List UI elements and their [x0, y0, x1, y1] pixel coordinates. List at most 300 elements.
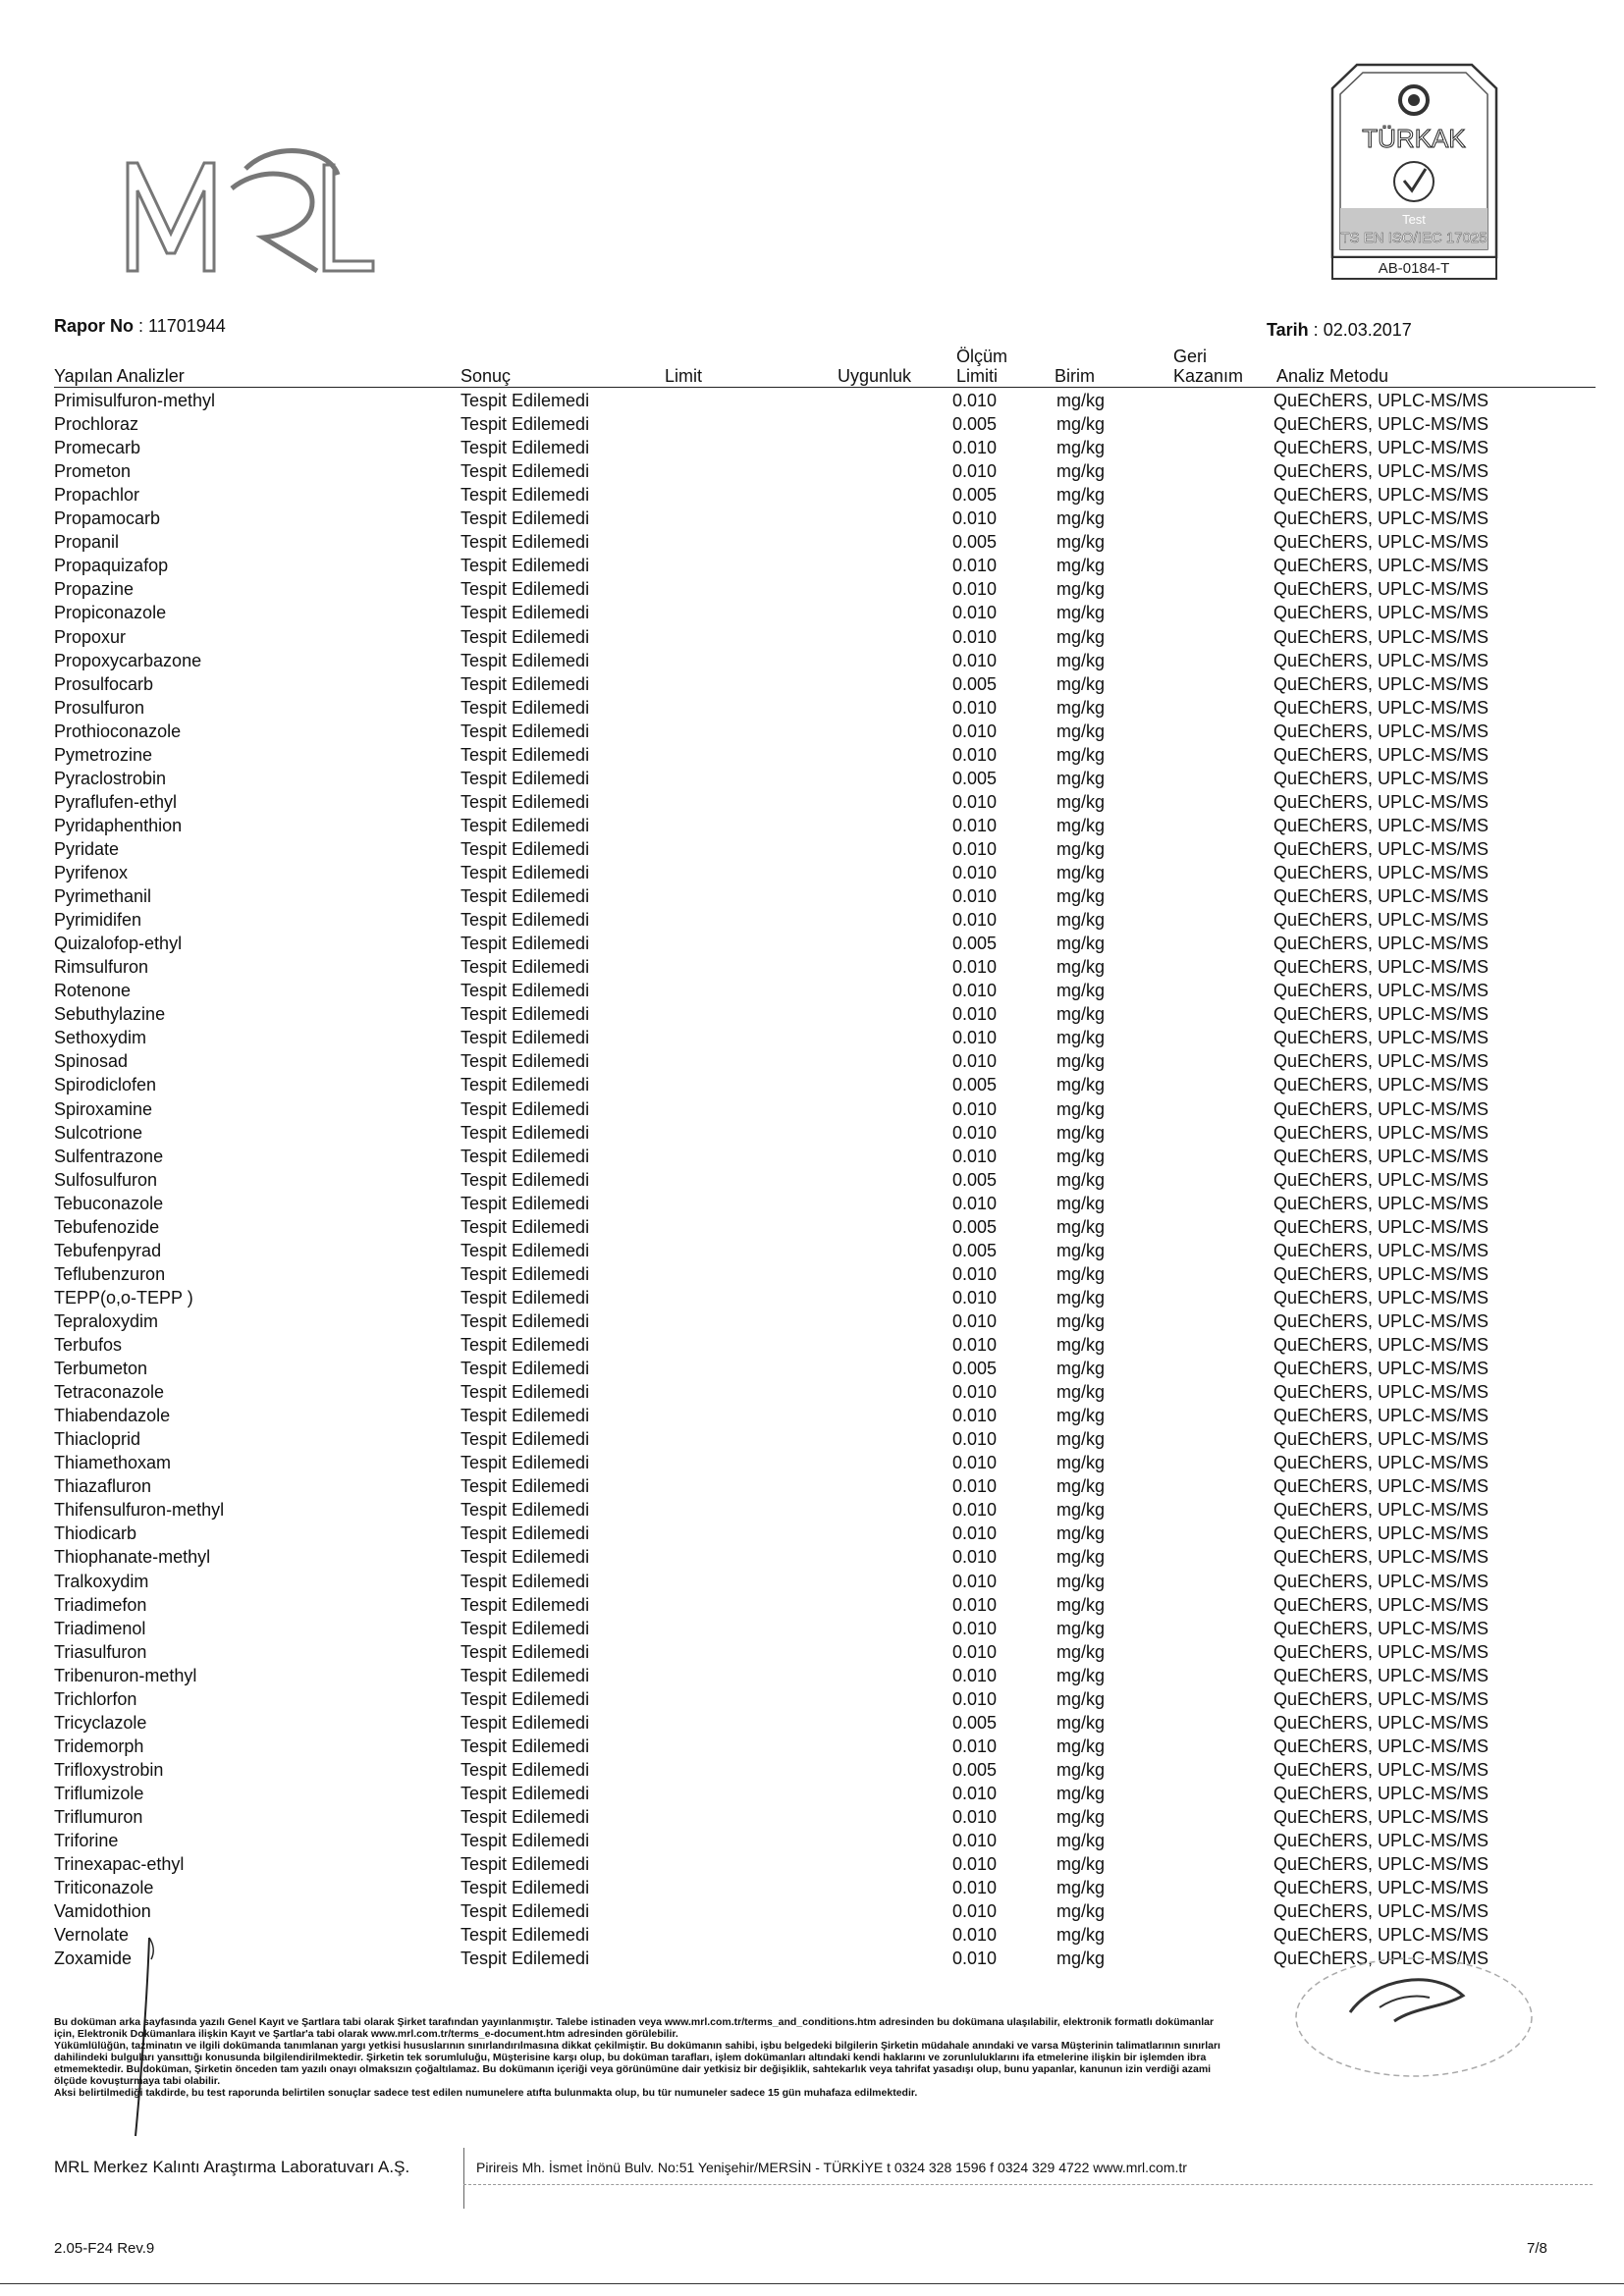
detection-limit: 0.010 [952, 438, 998, 458]
result-value: Tespit Edilemedi [460, 1618, 590, 1638]
detection-limit: 0.010 [952, 910, 998, 931]
unit: mg/kg [1056, 863, 1106, 882]
method: QuEChERS, UPLC-MS/MS [1273, 697, 1489, 718]
table-row [0, 1073, 1624, 1096]
detection-limit: 0.010 [952, 1807, 998, 1827]
analyte-name: Quizalofop-ethyl [54, 934, 183, 954]
analyte-name: Primisulfuron-methyl [54, 391, 216, 410]
detection-limit: 0.010 [952, 1641, 998, 1662]
table-row [0, 1758, 1624, 1782]
method: QuEChERS, UPLC-MS/MS [1273, 1098, 1489, 1119]
table-row [0, 861, 1624, 884]
header-rule [54, 387, 1596, 388]
result-value: Tespit Edilemedi [460, 1688, 590, 1709]
result-value: Tespit Edilemedi [460, 1453, 590, 1473]
detection-limit: 0.010 [952, 721, 998, 741]
footer-company: MRL Merkez Kalıntı Araştırma Laboratuvarı A.Ş. [54, 2158, 410, 2176]
table-row [0, 507, 1624, 530]
footer-separator [463, 2148, 464, 2209]
result-value: Tespit Edilemedi [460, 863, 590, 882]
detection-limit: 0.010 [952, 1098, 998, 1119]
disclaimer-line: dahilindeki bulguları yansıttığı konusunda bilgilendirilmektedir. Şirketin tek sorumluluğu, Müşterisine karşı olup, bu doküman tarafları, işlem dokümanları altındaki kendi haklarını ve zorunluluklarını ifa etmelerine ilişkin bir işlemden ibra [54, 2052, 1207, 2063]
table-row [0, 1121, 1624, 1145]
analyte-name: Tepraloxydim [54, 1310, 159, 1331]
table-row [0, 483, 1624, 507]
method: QuEChERS, UPLC-MS/MS [1273, 957, 1489, 978]
unit: mg/kg [1056, 1382, 1106, 1403]
col-header-result: Sonuç [460, 366, 512, 386]
detection-limit: 0.010 [952, 626, 998, 647]
table-row [0, 1333, 1624, 1357]
analyte-name: Sebuthylazine [54, 1004, 166, 1025]
table-row [0, 955, 1624, 979]
unit: mg/kg [1056, 1051, 1106, 1072]
unit: mg/kg [1056, 391, 1106, 410]
detection-limit: 0.005 [952, 1359, 998, 1379]
table-row [0, 1192, 1624, 1215]
result-value: Tespit Edilemedi [460, 1925, 590, 1946]
table-row [0, 1899, 1624, 1923]
method: QuEChERS, UPLC-MS/MS [1273, 768, 1489, 788]
method: QuEChERS, UPLC-MS/MS [1273, 1004, 1489, 1025]
detection-limit: 0.010 [952, 1831, 998, 1851]
analyte-name: Triflumizole [54, 1783, 144, 1803]
method: QuEChERS, UPLC-MS/MS [1273, 1429, 1489, 1450]
report-date: Tarih : 02.03.2017 [1267, 320, 1412, 340]
result-value: Tespit Edilemedi [460, 650, 590, 670]
unit: mg/kg [1056, 1547, 1106, 1568]
unit: mg/kg [1056, 697, 1106, 718]
result-value: Tespit Edilemedi [460, 1783, 590, 1803]
result-value: Tespit Edilemedi [460, 1263, 590, 1284]
table-row [0, 649, 1624, 672]
table-row [0, 1168, 1624, 1192]
analyte-name: Pyridate [54, 838, 120, 859]
analyte-name: Terbufos [54, 1335, 123, 1355]
detection-limit: 0.005 [952, 934, 998, 954]
unit: mg/kg [1056, 1878, 1106, 1898]
table-row [0, 1097, 1624, 1121]
analyte-name: Thiodicarb [54, 1523, 137, 1544]
result-value: Tespit Edilemedi [460, 1004, 590, 1025]
table-row [0, 1309, 1624, 1333]
result-value: Tespit Edilemedi [460, 673, 590, 694]
method: QuEChERS, UPLC-MS/MS [1273, 1359, 1489, 1379]
method: QuEChERS, UPLC-MS/MS [1273, 1949, 1489, 1969]
analyte-name: Trifloxystrobin [54, 1759, 164, 1780]
result-value: Tespit Edilemedi [460, 1287, 590, 1308]
detection-limit: 0.010 [952, 1925, 998, 1946]
result-value: Tespit Edilemedi [460, 1523, 590, 1544]
unit: mg/kg [1056, 1500, 1106, 1521]
result-value: Tespit Edilemedi [460, 1382, 590, 1403]
analyte-name: Triadimenol [54, 1618, 146, 1638]
detection-limit: 0.010 [952, 863, 998, 882]
method: QuEChERS, UPLC-MS/MS [1273, 1854, 1489, 1875]
unit: mg/kg [1056, 1735, 1106, 1756]
table-row [0, 1404, 1624, 1427]
analyte-name: Sulfentrazone [54, 1146, 164, 1166]
unit: mg/kg [1056, 1359, 1106, 1379]
unit: mg/kg [1056, 414, 1106, 435]
analyte-name: Propazine [54, 579, 135, 600]
analyte-name: Thiacloprid [54, 1429, 141, 1450]
result-value: Tespit Edilemedi [460, 981, 590, 1001]
disclaimer-line: için, Elektronik Dokümanlara ilişkin Kayıt ve Şartlar'a tabi olarak www.mrl.com.tr/terms_e-document.htm adresinden görülebilir. [54, 2028, 678, 2040]
analyte-name: Sulcotrione [54, 1122, 143, 1143]
detection-limit: 0.010 [952, 697, 998, 718]
method: QuEChERS, UPLC-MS/MS [1273, 391, 1489, 410]
method: QuEChERS, UPLC-MS/MS [1273, 863, 1489, 882]
analyte-name: Rimsulfuron [54, 957, 149, 978]
result-value: Tespit Edilemedi [460, 957, 590, 978]
result-value: Tespit Edilemedi [460, 438, 590, 458]
unit: mg/kg [1056, 1028, 1106, 1048]
unit: mg/kg [1056, 838, 1106, 859]
unit: mg/kg [1056, 485, 1106, 506]
analyte-name: Tebufenpyrad [54, 1240, 162, 1260]
detection-limit: 0.010 [952, 1547, 998, 1568]
analyte-name: Sethoxydim [54, 1028, 147, 1048]
method: QuEChERS, UPLC-MS/MS [1273, 791, 1489, 812]
analyte-name: Sulfosulfuron [54, 1169, 158, 1190]
table-row [0, 1735, 1624, 1758]
detection-limit: 0.005 [952, 673, 998, 694]
detection-limit: 0.010 [952, 838, 998, 859]
report-number: Rapor No : 11701944 [54, 316, 226, 336]
detection-limit: 0.010 [952, 1310, 998, 1331]
method: QuEChERS, UPLC-MS/MS [1273, 1028, 1489, 1048]
unit: mg/kg [1056, 1122, 1106, 1143]
result-value: Tespit Edilemedi [460, 1854, 590, 1875]
table-row [0, 1711, 1624, 1735]
method: QuEChERS, UPLC-MS/MS [1273, 1878, 1489, 1898]
detection-limit: 0.010 [952, 1523, 998, 1544]
badge-type-text: Test [1402, 212, 1426, 227]
analyte-name: Prometon [54, 461, 132, 482]
analyte-name: Triflumuron [54, 1807, 143, 1827]
result-value: Tespit Edilemedi [460, 1665, 590, 1685]
unit: mg/kg [1056, 1240, 1106, 1260]
result-value: Tespit Edilemedi [460, 1075, 590, 1095]
detection-limit: 0.005 [952, 414, 998, 435]
unit: mg/kg [1056, 1688, 1106, 1709]
unit: mg/kg [1056, 673, 1106, 694]
analyte-name: Spirodiclofen [54, 1075, 157, 1095]
method: QuEChERS, UPLC-MS/MS [1273, 1406, 1489, 1426]
method: QuEChERS, UPLC-MS/MS [1273, 603, 1489, 623]
detection-limit: 0.010 [952, 508, 998, 529]
method: QuEChERS, UPLC-MS/MS [1273, 626, 1489, 647]
analyte-name: Propaquizafop [54, 556, 169, 576]
turkak-accreditation-badge [1327, 61, 1501, 301]
analyte-name: Pyridaphenthion [54, 815, 183, 835]
unit: mg/kg [1056, 1004, 1106, 1025]
table-row [0, 743, 1624, 767]
result-value: Tespit Edilemedi [460, 721, 590, 741]
unit: mg/kg [1056, 744, 1106, 765]
analyte-name: Pyrifenox [54, 863, 129, 882]
table-row [0, 790, 1624, 814]
result-value: Tespit Edilemedi [460, 603, 590, 623]
method: QuEChERS, UPLC-MS/MS [1273, 1146, 1489, 1166]
method: QuEChERS, UPLC-MS/MS [1273, 1075, 1489, 1095]
table-row [0, 412, 1624, 436]
detection-limit: 0.010 [952, 1901, 998, 1922]
method: QuEChERS, UPLC-MS/MS [1273, 1453, 1489, 1473]
analyte-name: Propoxur [54, 626, 127, 647]
method: QuEChERS, UPLC-MS/MS [1273, 1287, 1489, 1308]
result-value: Tespit Edilemedi [460, 1122, 590, 1143]
result-value: Tespit Edilemedi [460, 791, 590, 812]
badge-standard-text: TS EN ISO/IEC 17025 [1340, 230, 1488, 246]
analyte-name: TEPP(o,o-TEPP ) [54, 1287, 193, 1308]
result-value: Tespit Edilemedi [460, 1759, 590, 1780]
method: QuEChERS, UPLC-MS/MS [1273, 934, 1489, 954]
detection-limit: 0.010 [952, 1028, 998, 1048]
table-row [0, 1545, 1624, 1569]
unit: mg/kg [1056, 934, 1106, 954]
unit: mg/kg [1056, 791, 1106, 812]
col-header-lod-line2: Limiti [956, 366, 999, 386]
result-value: Tespit Edilemedi [460, 886, 590, 907]
result-value: Tespit Edilemedi [460, 838, 590, 859]
method: QuEChERS, UPLC-MS/MS [1273, 838, 1489, 859]
table-row [0, 389, 1624, 412]
table-row [0, 814, 1624, 837]
method: QuEChERS, UPLC-MS/MS [1273, 1523, 1489, 1544]
result-value: Tespit Edilemedi [460, 1641, 590, 1662]
col-header-lod-line1: Ölçüm [956, 347, 1008, 366]
table-row [0, 1380, 1624, 1404]
detection-limit: 0.010 [952, 957, 998, 978]
analyte-name: Trinexapac-ethyl [54, 1854, 185, 1875]
badge-code-text: AB-0184-T [1378, 260, 1450, 277]
result-value: Tespit Edilemedi [460, 1500, 590, 1521]
detection-limit: 0.010 [952, 1571, 998, 1591]
unit: mg/kg [1056, 650, 1106, 670]
analyte-name: Spiroxamine [54, 1098, 153, 1119]
analyte-name: Thiabendazole [54, 1406, 171, 1426]
table-row [0, 1829, 1624, 1852]
unit: mg/kg [1056, 1287, 1106, 1308]
col-header-analysis: Yapılan Analizler [54, 366, 185, 386]
analyte-name: Prosulfuron [54, 697, 145, 718]
unit: mg/kg [1056, 721, 1106, 741]
method: QuEChERS, UPLC-MS/MS [1273, 721, 1489, 741]
detection-limit: 0.010 [952, 603, 998, 623]
table-row [0, 1145, 1624, 1168]
table-row [0, 1427, 1624, 1451]
detection-limit: 0.010 [952, 1382, 998, 1403]
detection-limit: 0.010 [952, 1735, 998, 1756]
analyte-name: Prosulfocarb [54, 673, 154, 694]
analyte-name: Vernolate [54, 1925, 130, 1946]
unit: mg/kg [1056, 910, 1106, 931]
detection-limit: 0.010 [952, 650, 998, 670]
result-value: Tespit Edilemedi [460, 1146, 590, 1166]
table-row [0, 1852, 1624, 1876]
unit: mg/kg [1056, 1807, 1106, 1827]
unit: mg/kg [1056, 1925, 1106, 1946]
analyte-name: Rotenone [54, 981, 132, 1001]
result-value: Tespit Edilemedi [460, 1193, 590, 1213]
method: QuEChERS, UPLC-MS/MS [1273, 1571, 1489, 1591]
result-value: Tespit Edilemedi [460, 532, 590, 553]
detection-limit: 0.010 [952, 391, 998, 410]
col-header-recovery-line1: Geri [1173, 347, 1208, 366]
report-date-value: 02.03.2017 [1323, 320, 1412, 340]
table-row [0, 601, 1624, 624]
analyte-name: Vamidothion [54, 1901, 151, 1922]
table-row [0, 932, 1624, 955]
table-row [0, 1923, 1624, 1947]
method: QuEChERS, UPLC-MS/MS [1273, 1688, 1489, 1709]
result-value: Tespit Edilemedi [460, 1735, 590, 1756]
unit: mg/kg [1056, 1075, 1106, 1095]
result-value: Tespit Edilemedi [460, 391, 590, 410]
result-value: Tespit Edilemedi [460, 1051, 590, 1072]
detection-limit: 0.010 [952, 1594, 998, 1615]
unit: mg/kg [1056, 626, 1106, 647]
detection-limit: 0.010 [952, 1783, 998, 1803]
result-value: Tespit Edilemedi [460, 1712, 590, 1733]
result-value: Tespit Edilemedi [460, 1571, 590, 1591]
method: QuEChERS, UPLC-MS/MS [1273, 1641, 1489, 1662]
unit: mg/kg [1056, 1949, 1106, 1969]
result-value: Tespit Edilemedi [460, 485, 590, 506]
analyte-name: Pymetrozine [54, 744, 153, 765]
detection-limit: 0.010 [952, 1688, 998, 1709]
analyte-name: Triforine [54, 1831, 119, 1851]
result-value: Tespit Edilemedi [460, 1098, 590, 1119]
method: QuEChERS, UPLC-MS/MS [1273, 1382, 1489, 1403]
method: QuEChERS, UPLC-MS/MS [1273, 1335, 1489, 1355]
unit: mg/kg [1056, 957, 1106, 978]
method: QuEChERS, UPLC-MS/MS [1273, 1169, 1489, 1190]
analyte-name: Triadimefon [54, 1594, 147, 1615]
method: QuEChERS, UPLC-MS/MS [1273, 1925, 1489, 1946]
unit: mg/kg [1056, 1406, 1106, 1426]
unit: mg/kg [1056, 1641, 1106, 1662]
badge-brand-text: TÜRKAK [1362, 124, 1466, 153]
detection-limit: 0.010 [952, 1665, 998, 1685]
result-value: Tespit Edilemedi [460, 910, 590, 931]
table-row [0, 1451, 1624, 1474]
method: QuEChERS, UPLC-MS/MS [1273, 414, 1489, 435]
detection-limit: 0.010 [952, 1878, 998, 1898]
table-row [0, 1049, 1624, 1073]
detection-limit: 0.010 [952, 981, 998, 1001]
detection-limit: 0.010 [952, 579, 998, 600]
result-value: Tespit Edilemedi [460, 579, 590, 600]
disclaimer-line: ölçüde kovuşturmaya tabi olabilir. [54, 2075, 221, 2087]
detection-limit: 0.010 [952, 1854, 998, 1875]
unit: mg/kg [1056, 1901, 1106, 1922]
analyte-name: Zoxamide [54, 1949, 133, 1969]
unit: mg/kg [1056, 1594, 1106, 1615]
table-row [0, 530, 1624, 554]
unit: mg/kg [1056, 1476, 1106, 1497]
method: QuEChERS, UPLC-MS/MS [1273, 1240, 1489, 1260]
col-header-limit: Limit [665, 366, 703, 386]
unit: mg/kg [1056, 1571, 1106, 1591]
mrl-logo [116, 106, 381, 283]
method: QuEChERS, UPLC-MS/MS [1273, 1263, 1489, 1284]
analyte-name: Pyrimidifen [54, 910, 142, 931]
col-header-unit: Birim [1055, 366, 1095, 386]
analyte-name: Pyraclostrobin [54, 768, 167, 788]
method: QuEChERS, UPLC-MS/MS [1273, 1807, 1489, 1827]
table-row [0, 1474, 1624, 1498]
result-value: Tespit Edilemedi [460, 626, 590, 647]
analyte-name: Triticonazole [54, 1878, 154, 1898]
table-row [0, 1262, 1624, 1286]
result-value: Tespit Edilemedi [460, 1429, 590, 1450]
unit: mg/kg [1056, 461, 1106, 482]
analyte-name: Prothioconazole [54, 721, 182, 741]
result-value: Tespit Edilemedi [460, 1594, 590, 1615]
method: QuEChERS, UPLC-MS/MS [1273, 744, 1489, 765]
table-row [0, 837, 1624, 861]
detection-limit: 0.010 [952, 1122, 998, 1143]
table-row [0, 459, 1624, 483]
detection-limit: 0.010 [952, 1193, 998, 1213]
method: QuEChERS, UPLC-MS/MS [1273, 1193, 1489, 1213]
detection-limit: 0.010 [952, 1051, 998, 1072]
detection-limit: 0.005 [952, 485, 998, 506]
unit: mg/kg [1056, 1335, 1106, 1355]
analyte-name: Spinosad [54, 1051, 129, 1072]
method: QuEChERS, UPLC-MS/MS [1273, 508, 1489, 529]
result-value: Tespit Edilemedi [460, 1169, 590, 1190]
form-code: 2.05-F24 Rev.9 [54, 2240, 155, 2257]
table-row [0, 720, 1624, 743]
unit: mg/kg [1056, 1098, 1106, 1119]
col-header-compliance: Uygunluk [838, 366, 912, 386]
method: QuEChERS, UPLC-MS/MS [1273, 910, 1489, 931]
unit: mg/kg [1056, 579, 1106, 600]
result-value: Tespit Edilemedi [460, 815, 590, 835]
method: QuEChERS, UPLC-MS/MS [1273, 1901, 1489, 1922]
analyte-name: Tridemorph [54, 1735, 144, 1756]
unit: mg/kg [1056, 1429, 1106, 1450]
method: QuEChERS, UPLC-MS/MS [1273, 1712, 1489, 1733]
analyte-name: Triasulfuron [54, 1641, 147, 1662]
unit: mg/kg [1056, 508, 1106, 529]
detection-limit: 0.010 [952, 1146, 998, 1166]
bottom-rule [0, 2283, 1624, 2284]
detection-limit: 0.010 [952, 1453, 998, 1473]
unit: mg/kg [1056, 1216, 1106, 1237]
table-row [0, 1357, 1624, 1380]
footer-rule [463, 2184, 1593, 2185]
unit: mg/kg [1056, 1854, 1106, 1875]
method: QuEChERS, UPLC-MS/MS [1273, 1665, 1489, 1685]
detection-limit: 0.005 [952, 1240, 998, 1260]
analyte-name: Thiophanate-methyl [54, 1547, 211, 1568]
detection-limit: 0.010 [952, 1500, 998, 1521]
table-row [0, 1215, 1624, 1239]
detection-limit: 0.010 [952, 1004, 998, 1025]
legal-disclaimer [54, 2016, 1556, 2099]
method: QuEChERS, UPLC-MS/MS [1273, 461, 1489, 482]
method: QuEChERS, UPLC-MS/MS [1273, 1783, 1489, 1803]
table-row [0, 1570, 1624, 1593]
analyte-name: Tralkoxydim [54, 1571, 149, 1591]
analyte-name: Pyrimethanil [54, 886, 152, 907]
table-row [0, 1640, 1624, 1664]
